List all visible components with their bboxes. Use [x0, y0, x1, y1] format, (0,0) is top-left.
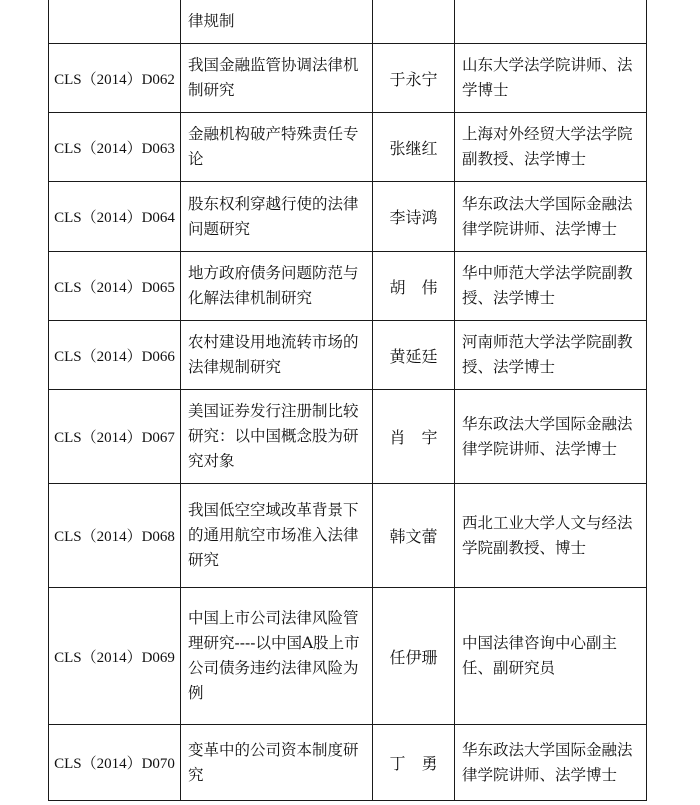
author-affiliation: [455, 0, 647, 44]
project-code: CLS（2014）D062: [49, 44, 181, 113]
project-code: CLS（2014）D066: [49, 321, 181, 390]
author-affiliation: 上海对外经贸大学法学院副教授、法学博士: [455, 113, 647, 182]
project-author: 任伊珊: [373, 588, 455, 725]
author-affiliation: 西北工业大学人文与经法学院副教授、博士: [455, 484, 647, 588]
author-affiliation: 中国法律咨询中心副主任、副研究员: [455, 588, 647, 725]
project-title: 股东权利穿越行使的法律问题研究: [181, 182, 373, 252]
project-code: CLS（2014）D067: [49, 390, 181, 484]
table-row: [49, 252, 647, 321]
author-affiliation: 华东政法大学国际金融法律学院讲师、法学博士: [455, 182, 647, 252]
table-row: [49, 0, 647, 44]
project-code: CLS（2014）D065: [49, 252, 181, 321]
project-code: CLS（2014）D069: [49, 588, 181, 725]
table-row: [49, 182, 647, 252]
project-author: 于永宁: [373, 44, 455, 113]
author-affiliation: 华中师范大学法学院副教授、法学博士: [455, 252, 647, 321]
table-row: [49, 588, 647, 725]
project-code: CLS（2014）D070: [49, 725, 181, 801]
table-row: [49, 321, 647, 390]
project-title: 地方政府债务问题防范与化解法律机制研究: [181, 252, 373, 321]
author-affiliation: 华东政法大学国际金融法律学院讲师、法学博士: [455, 390, 647, 484]
project-code: [49, 0, 181, 44]
project-title: 我国金融监管协调法律机制研究: [181, 44, 373, 113]
project-code: CLS（2014）D064: [49, 182, 181, 252]
table-row: [49, 390, 647, 484]
table-row: [49, 113, 647, 182]
author-affiliation: 华东政法大学国际金融法律学院讲师、法学博士: [455, 725, 647, 801]
project-author: 胡 伟: [373, 252, 455, 321]
project-title: 农村建设用地流转市场的法律规制研究: [181, 321, 373, 390]
project-title: 我国低空空域改革背景下的通用航空市场准入法律研究: [181, 484, 373, 588]
project-title: 金融机构破产特殊责任专论: [181, 113, 373, 182]
project-author: 张继红: [373, 113, 455, 182]
table-row: [49, 484, 647, 588]
project-author: 李诗鸿: [373, 182, 455, 252]
author-affiliation: 河南师范大学法学院副教授、法学博士: [455, 321, 647, 390]
project-author: 丁 勇: [373, 725, 455, 801]
project-author: 黄延廷: [373, 321, 455, 390]
project-title: 美国证券发行注册制比较研究：以中国概念股为研究对象: [181, 390, 373, 484]
table-row: [49, 725, 647, 801]
project-title: 律规制: [181, 0, 373, 44]
project-table: [48, 0, 647, 801]
project-code: CLS（2014）D068: [49, 484, 181, 588]
project-code: CLS（2014）D063: [49, 113, 181, 182]
project-author: [373, 0, 455, 44]
author-affiliation: 山东大学法学院讲师、法学博士: [455, 44, 647, 113]
table-row: [49, 44, 647, 113]
project-author: 肖 宇: [373, 390, 455, 484]
project-title: 中国上市公司法律风险管理研究----以中国A股上市公司债务违约法律风险为例: [181, 588, 373, 725]
project-title: 变革中的公司资本制度研究: [181, 725, 373, 801]
project-author: 韩文蕾: [373, 484, 455, 588]
